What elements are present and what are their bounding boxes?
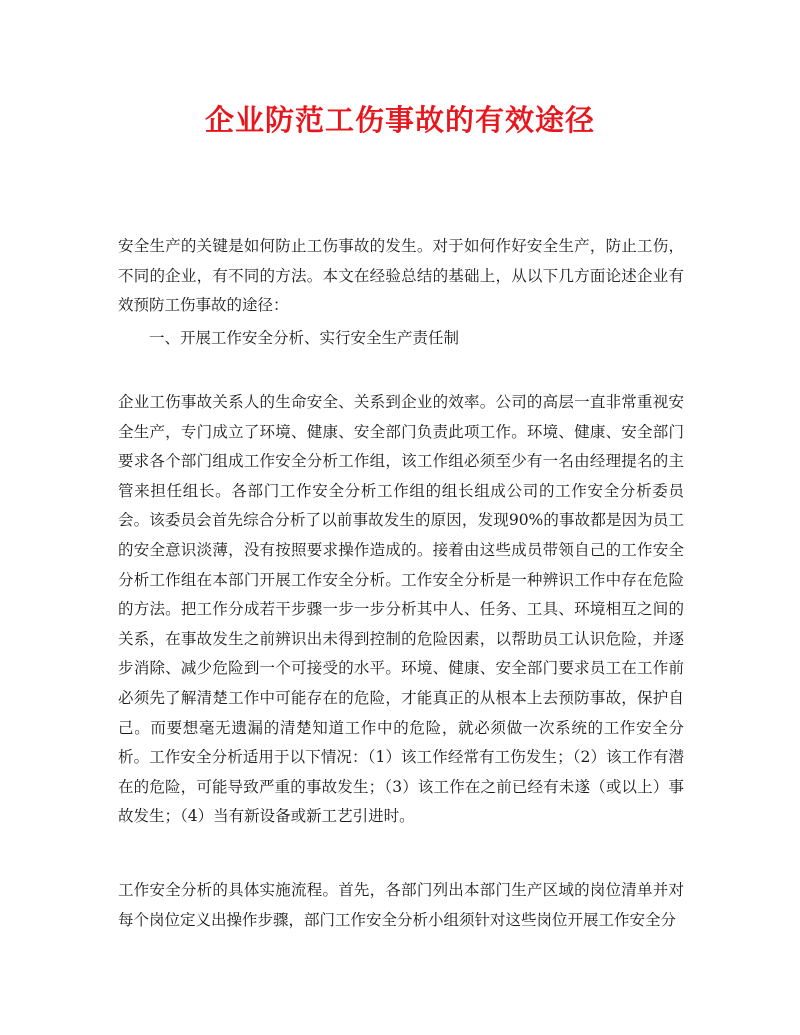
document-title: 企业防范工伤事故的有效途径 <box>204 103 595 137</box>
intro-paragraph: 安全生产的关键是如何防止工伤事故的发生。对于如何作好安全生产，防止工伤，不同的企业，有不同的方法。本文在经验总结的基础上，从以下几方面论述企业有效预防工伤事故的途径： <box>118 237 684 315</box>
section-heading: 一、开展工作安全分析、实行安全生产责任制 <box>149 329 460 347</box>
section-body-paragraph: 企业工伤事故关系人的生命安全、关系到企业的效率。公司的高层一直非常重视安全生产，专门成立了环境、健康、安全部门负责此项工作。环境、健康、安全部门要求各个部门组成工作安全分析工作组，该工作组必须至少有一名由经理提名的主管来担任组长。各部门工作安全分析工作组的组长组成公司的工作安全分析委员会。该委员会首先综合分析了以前事故发生的原因，发现90%的事故都是因为员工的安全意识淡薄，没有按照要求操作造成的。接着由这些成员带领自己的工作安全分析工作组在本部门开展工作安全分析。工作安全分析是一种辨识工作中存在危险的方法。把工作分成若干步骤一步一步分析其中人、任务、工具、环境相互之间的关系，在事故发生之前辨识出未得到控制的危险因素，以帮助员工认识危险，并逐步消除、减少危险到一个可接受的水平。环境、健康、安全部门要求员工在工作前必须先了解清楚工作中可能存在的危险，才能真正的从根本上去预防事故，保护自己。而要想毫无遗漏的清楚知道工作中的危险，就必须做一次系统的工作安全分析。工作安全分析适用于以下情况：（1）该工作经常有工伤发生；（2）该工作有潜在的危险，可能导致严重的事故发生；（3）该工作在之前已经有未遂（或以上）事故发生；（4）当有新设备或新工艺引进时。 <box>118 393 684 826</box>
process-paragraph: 工作安全分析的具体实施流程。首先，各部门列出本部门生产区域的岗位清单并对每个岗位定义出操作步骤，部门工作安全分析小组须针对这些岗位开展工作安全分 <box>118 881 684 929</box>
